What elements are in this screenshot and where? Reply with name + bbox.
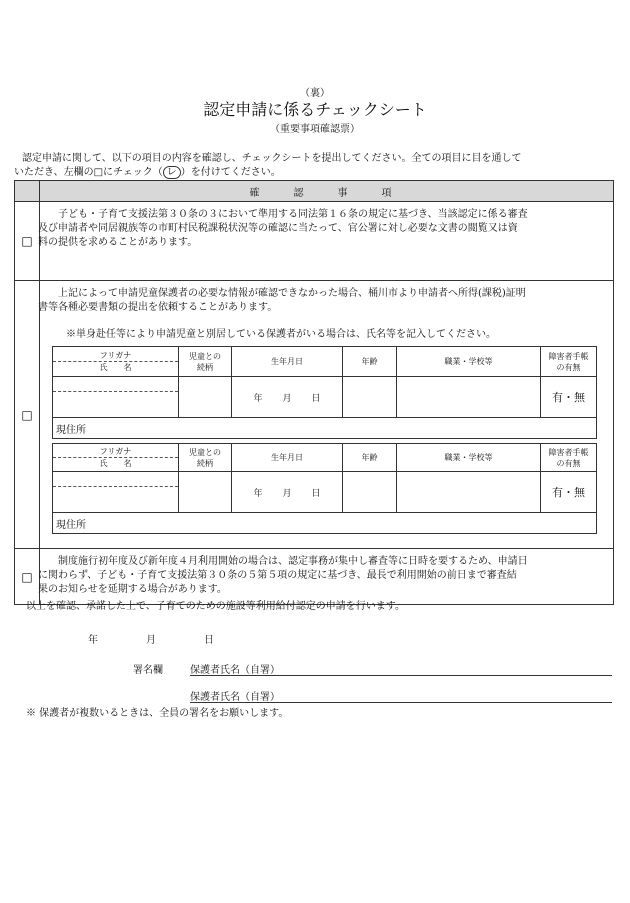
furigana-label: フリガナ <box>53 350 178 362</box>
relation-label-1: 児童との <box>189 351 221 361</box>
birth-month-label: 月 <box>282 488 292 499</box>
item-2-text <box>40 287 613 315</box>
birthdate-input-cell[interactable] <box>232 472 343 513</box>
name-input-cell[interactable] <box>53 472 179 513</box>
disability-yes-no[interactable]: 有・無 <box>541 472 597 513</box>
signature-label: 署名欄 <box>133 665 163 676</box>
guardian-signature-2-label: 保護者氏名（自署） <box>190 692 280 703</box>
occupation-input-cell[interactable] <box>397 377 541 418</box>
birthdate-header: 生年月日 <box>232 347 343 377</box>
date-day[interactable]: 日 <box>204 635 214 646</box>
disability-label-1: 障害者手帳 <box>548 447 589 457</box>
guardian-signature-2[interactable] <box>190 688 612 703</box>
item-2-cell <box>40 281 614 549</box>
occupation-header: 職業・学校等 <box>397 444 541 472</box>
guardian-table-1 <box>52 346 597 439</box>
name-label: 氏 名 <box>99 459 132 468</box>
confirmation-statement: 以上を確認、承諾した上で、子育てのための施設等利用給付認定の申請を行います。 <box>26 601 405 612</box>
name-label: 氏 名 <box>99 363 132 372</box>
checkbox-item-2[interactable]: □ <box>15 281 40 549</box>
birth-day-label: 日 <box>311 393 321 404</box>
disability-header <box>541 444 597 472</box>
relation-header <box>179 347 232 377</box>
item-1-line-3: 料の提供を求めることがあります。 <box>38 237 198 248</box>
disability-label-2: の有無 <box>556 362 581 372</box>
checkbox-item-3[interactable]: □ <box>15 549 40 605</box>
relation-label-2: 続柄 <box>197 458 213 468</box>
date-month[interactable]: 月 <box>146 635 156 646</box>
intro-line-1: 認定申請に関して、以下の項目の内容を確認し、チェックシートを提出してください。全ての項目に目を通して <box>22 153 522 164</box>
item-1-text <box>40 202 614 281</box>
furigana-label: フリガナ <box>53 446 178 458</box>
item-1-line-1: 子ども・子育て支援法第３０条の３において準用する同法第１６条の規定に基づき、当該認定に係る審査 <box>58 209 528 220</box>
age-header: 年齢 <box>343 347 397 377</box>
relation-input-cell[interactable] <box>179 472 232 513</box>
age-input-cell[interactable] <box>343 472 397 513</box>
birth-year-label: 年 <box>253 393 263 404</box>
check-mark-example: レ <box>163 166 181 179</box>
checkbox-item-1[interactable]: □ <box>15 202 40 281</box>
birth-day-label: 日 <box>311 488 321 499</box>
page-title: 認定申請に係るチェックシート <box>203 100 427 119</box>
name-header <box>53 347 179 377</box>
name-header <box>53 444 179 472</box>
item-2-line-2: 書等各種必要書類の提出を依頼することがあります。 <box>38 302 278 313</box>
intro-line-2 <box>14 163 281 178</box>
date-year[interactable]: 年 <box>88 635 98 646</box>
birthdate-header: 生年月日 <box>232 444 343 472</box>
footnote: ※ 保護者が複数いるときは、全員の署名をお願いします。 <box>26 708 289 719</box>
disability-header <box>541 347 597 377</box>
address-cell[interactable]: 現住所 <box>53 513 597 534</box>
item-2-note: ※単身赴任等により申請児童と別居している保護者がいる場合は、氏名等を記入してください。 <box>66 329 496 340</box>
item-1-line-2: 及び申請者や同居親族等の市町村民税課税状況等の確認に当たって、官公署に対し必要な文書の閲覧又は資 <box>38 223 518 234</box>
disability-label-2: の有無 <box>556 458 581 468</box>
relation-label-1: 児童との <box>189 447 221 457</box>
relation-label-2: 続柄 <box>197 362 213 372</box>
item-3-line-3: 果のお知らせを延期する場合があります。 <box>38 584 227 595</box>
occupation-header: 職業・学校等 <box>397 347 541 377</box>
confirmation-table <box>14 180 614 605</box>
intro-line-2-before: いただき、左欄の□にチェック（ <box>14 167 163 178</box>
birth-month-label: 月 <box>282 393 292 404</box>
name-input-cell[interactable] <box>53 377 179 418</box>
relation-input-cell[interactable] <box>179 377 232 418</box>
page-subtitle: （重要事項確認票） <box>270 124 360 135</box>
birth-year-label: 年 <box>253 488 263 499</box>
guardian-signature-1-label: 保護者氏名（自署） <box>190 665 280 676</box>
item-3-line-1: 制度施行初年度及び新年度４月利用開始の場合は、認定事務が集中し審査等に日時を要するため、申請日 <box>58 556 528 567</box>
item-3-line-2: に関わらず、子ども・子育て支援法第３０条の５第５項の規定に基づき、最長で利用開始の前日まで審査結 <box>38 570 517 581</box>
age-header: 年齢 <box>343 444 397 472</box>
table-header: 確 認 事 項 <box>40 181 614 202</box>
relation-header <box>179 444 232 472</box>
guardian-signature-1[interactable] <box>190 661 612 676</box>
header-blank-cell <box>15 181 40 202</box>
age-input-cell[interactable] <box>343 377 397 418</box>
item-2-line-1: 上記によって申請児童保護者の必要な情報が確認できなかった場合、桶川市より申請者へ所得(課税)証明 <box>58 288 526 299</box>
intro-line-2-after: ）を付けてください。 <box>180 167 281 178</box>
occupation-input-cell[interactable] <box>397 472 541 513</box>
birthdate-input-cell[interactable] <box>232 377 343 418</box>
page-marker: （裏） <box>300 88 330 99</box>
guardian-table-2 <box>52 443 597 534</box>
address-cell[interactable]: 現住所 <box>53 418 597 439</box>
disability-label-1: 障害者手帳 <box>548 351 589 361</box>
disability-yes-no[interactable]: 有・無 <box>541 377 597 418</box>
